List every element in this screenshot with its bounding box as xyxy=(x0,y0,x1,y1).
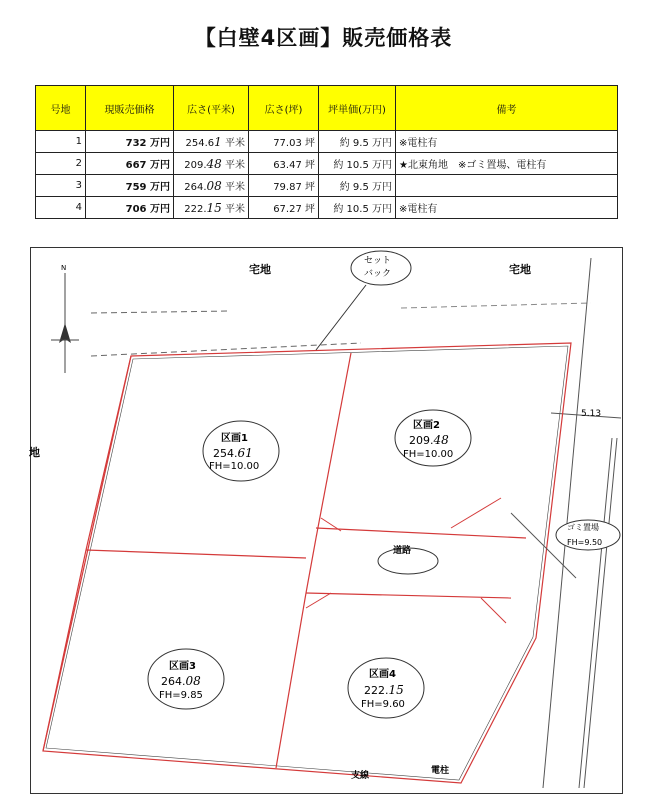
table-row xyxy=(36,175,618,197)
lot-label-1 xyxy=(203,421,279,481)
header-unit-price: 坪単価(万円) xyxy=(319,86,396,131)
road-label: 道路 xyxy=(393,546,412,556)
utility-pole-label: 電柱 xyxy=(431,766,450,776)
setback-label: バック xyxy=(364,269,392,279)
table-row xyxy=(36,153,618,175)
area-m2-cell: 254.61 平米 xyxy=(174,131,249,153)
area-tsubo-cell: 77.03 坪 xyxy=(249,131,319,153)
garbage-area-fh: FH=9.50 xyxy=(567,538,603,547)
garbage-area-label: ゴミ置場 xyxy=(567,523,599,532)
area-tsubo-cell: 63.47 坪 xyxy=(249,153,319,175)
lot-no: 2 xyxy=(36,153,86,175)
unit-price-cell: 約 10.5 万円 xyxy=(319,153,396,175)
site-plan-drawing xyxy=(31,248,622,793)
note-cell xyxy=(396,175,618,197)
guy-wire-label: 支線 xyxy=(351,771,370,781)
note-cell: ※電柱有 xyxy=(396,197,618,219)
header-note: 備考 xyxy=(396,86,618,131)
dimension-label: 5.13 xyxy=(581,409,602,419)
table-row xyxy=(36,197,618,219)
table-header-row xyxy=(36,86,618,131)
unit-price-cell: 約 9.5 万円 xyxy=(319,175,396,197)
page-title: 【白壁4区画】販売価格表 xyxy=(194,26,453,50)
site-plan xyxy=(30,247,623,794)
note-cell: ★北東角地 ※ゴミ置場、電柱有 xyxy=(396,153,618,175)
area-m2-cell: 264.08 平米 xyxy=(174,175,249,197)
header-area-tsubo: 広さ(坪) xyxy=(249,86,319,131)
svg-text:264.08: 264.08 xyxy=(161,674,201,688)
north-arrow-icon xyxy=(51,264,79,373)
lot-label-4 xyxy=(348,658,424,718)
area-m2-cell: 222.15 平米 xyxy=(174,197,249,219)
neighbor-lot-label: 宅地 xyxy=(509,263,531,276)
neighbor-lot-label: 宅地 xyxy=(249,263,271,276)
svg-text:区画4: 区画4 xyxy=(369,669,396,680)
note-cell: ※電柱有 xyxy=(396,131,618,153)
svg-text:区画1: 区画1 xyxy=(221,433,248,444)
price-cell: 759 万円 xyxy=(86,175,174,197)
svg-text:209.48: 209.48 xyxy=(409,433,449,447)
svg-text:FH=10.00: FH=10.00 xyxy=(209,461,260,472)
lot-no: 1 xyxy=(36,131,86,153)
svg-text:222.15: 222.15 xyxy=(364,683,404,697)
price-table xyxy=(35,85,618,219)
svg-text:区画2: 区画2 xyxy=(413,420,440,431)
header-area-m2: 広さ(平米) xyxy=(174,86,249,131)
svg-text:FH=9.85: FH=9.85 xyxy=(159,690,203,701)
price-cell: 706 万円 xyxy=(86,197,174,219)
price-cell: 667 万円 xyxy=(86,153,174,175)
svg-text:FH=10.00: FH=10.00 xyxy=(403,449,454,460)
north-label: N xyxy=(61,264,67,272)
svg-text:FH=9.60: FH=9.60 xyxy=(361,699,405,710)
header-lot-no: 号地 xyxy=(36,86,86,131)
svg-text:254.61: 254.61 xyxy=(213,446,253,460)
neighbor-lot-label: 地 xyxy=(29,446,40,459)
area-tsubo-cell: 79.87 坪 xyxy=(249,175,319,197)
unit-price-cell: 約 10.5 万円 xyxy=(319,197,396,219)
lot-no: 3 xyxy=(36,175,86,197)
area-tsubo-cell: 67.27 坪 xyxy=(249,197,319,219)
table-row xyxy=(36,131,618,153)
svg-text:区画3: 区画3 xyxy=(169,661,196,672)
lot-no: 4 xyxy=(36,197,86,219)
unit-price-cell: 約 9.5 万円 xyxy=(319,131,396,153)
lot-label-2 xyxy=(395,410,471,466)
setback-label: セット xyxy=(364,256,392,266)
area-m2-cell: 209.48 平米 xyxy=(174,153,249,175)
price-cell: 732 万円 xyxy=(86,131,174,153)
lot-label-3 xyxy=(148,649,224,709)
header-price: 現販売価格 xyxy=(86,86,174,131)
